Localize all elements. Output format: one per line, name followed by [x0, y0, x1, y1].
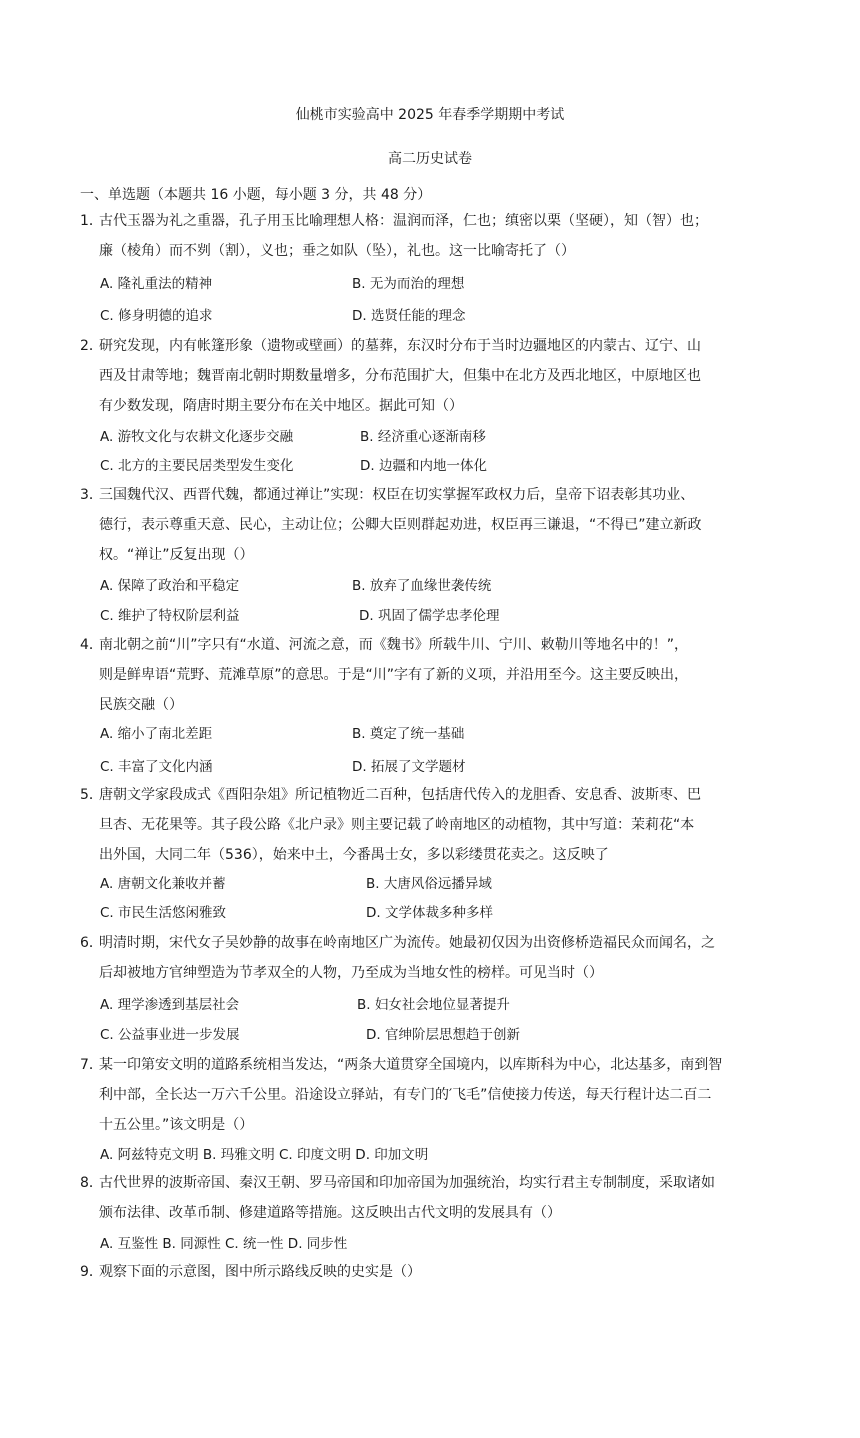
option-c[interactable]: C. 丰富了文化内涵 — [100, 759, 213, 775]
question-number: 1． — [80, 213, 103, 229]
question-number: 8． — [80, 1175, 103, 1191]
option-b[interactable]: B. 经济重心逐渐南移 — [360, 429, 486, 445]
stem-line: 德行，表示尊重天意、民心，主动让位；公卿大臣则群起劝进，权臣再三谦退，“不得已”建立新政 — [99, 517, 702, 533]
question-2 — [80, 331, 792, 421]
question-1 — [80, 206, 792, 266]
option-d[interactable]: D. 文学体裁多种多样 — [366, 905, 493, 921]
stem-line: 后却被地方官绅塑造为节孝双全的人物，乃至成为当地女性的榜样。可见当时（） — [99, 965, 603, 981]
stem-line: 明清时期，宋代女子吴妙静的故事在岭南地区广为流传。她最初仅因为出资修桥造福民众而闻名，之 — [99, 935, 715, 951]
exam-subtitle: 高二历史试卷 — [388, 151, 472, 167]
stem-line: 廉（棱角）而不刿（割），义也；垂之如队（坠），礼也。这一比喻寄托了（） — [99, 243, 575, 259]
question-6 — [80, 928, 792, 988]
option-c[interactable]: C. 维护了特权阶层利益 — [100, 608, 240, 624]
question-9 — [80, 1257, 792, 1287]
question-number: 7． — [80, 1057, 103, 1073]
option-d[interactable]: D. 拓展了文学题材 — [352, 759, 466, 775]
question-number: 9． — [80, 1264, 103, 1280]
question-stem — [99, 928, 792, 988]
question-stem — [99, 1168, 792, 1228]
stem-line: 利中部，全长达一万六千公里。沿途设立驿站，有专门的′飞毛”信使接力传送，每天行程计达二百二 — [99, 1087, 712, 1103]
stem-line: 有少数发现，隋唐时期主要分布在关中地区。据此可知（） — [99, 398, 463, 414]
stem-line: 旦杏、无花果等。其子段公路《北户录》则主要记载了岭南地区的动植物，其中写道：茉莉花“本 — [99, 817, 695, 833]
option-b[interactable]: B. 妇女社会地位显著提升 — [357, 997, 510, 1013]
question-number: 4． — [80, 637, 103, 653]
stem-line: 十五公里。”该文明是（） — [99, 1117, 254, 1133]
option-a[interactable]: A. 理学渗透到基层社会 — [100, 997, 240, 1013]
option-a[interactable]: A. 隆礼重法的精神 — [100, 276, 213, 292]
option-d[interactable]: D. 官绅阶层思想趋于创新 — [366, 1027, 520, 1043]
stem-line: 某一印第安文明的道路系统相当发达，“两条大道贯穿全国境内，以库斯科为中心，北达基多，南到智 — [99, 1057, 723, 1073]
option-b[interactable]: B. 大唐风俗远播异域 — [366, 876, 492, 892]
option-a[interactable]: A. 唐朝文化兼收并蓄 — [100, 876, 226, 892]
option-d[interactable]: D. 巩固了儒学忠孝伦理 — [359, 608, 500, 624]
options-8[interactable]: A. 互鉴性 B. 同源性 C. 统一性 D. 同步性 — [100, 1236, 348, 1252]
question-stem — [99, 206, 792, 266]
stem-line: 古代世界的波斯帝国、秦汉王朝、罗马帝国和印加帝国为加强统治，均实行君主专制制度，采取诸如 — [99, 1175, 715, 1191]
stem-line: 则是鲜卑语“荒野、荒滩草原”的意思。于是“川”字有了新的义项，并沿用至今。这主要反映出， — [99, 667, 689, 683]
stem-line: 颁布法律、改革币制、修建道路等措施。这反映出古代文明的发展具有（） — [99, 1205, 561, 1221]
question-stem — [99, 1257, 792, 1287]
section-heading: 一、单选题（本题共 16 小题，每小题 3 分，共 48 分） — [80, 187, 432, 203]
question-number: 5． — [80, 787, 103, 803]
question-4 — [80, 630, 792, 720]
question-stem — [99, 780, 792, 870]
option-c[interactable]: C. 公益事业进一步发展 — [100, 1027, 240, 1043]
question-number: 6． — [80, 935, 103, 951]
option-c[interactable]: C. 北方的主要民居类型发生变化 — [100, 458, 294, 474]
question-number: 3． — [80, 487, 103, 503]
question-stem — [99, 480, 792, 570]
stem-line: 观察下面的示意图，图中所示路线反映的史实是（） — [99, 1264, 421, 1280]
option-a[interactable]: A. 保障了政治和平稳定 — [100, 578, 240, 594]
stem-line: 民族交融（） — [99, 697, 183, 713]
option-d[interactable]: D. 选贤任能的理念 — [352, 308, 466, 324]
question-stem — [99, 630, 792, 720]
option-b[interactable]: B. 无为而治的理想 — [352, 276, 465, 292]
question-8 — [80, 1168, 792, 1228]
question-stem — [99, 1050, 792, 1140]
stem-line: 研究发现，内有帐篷形象（遗物或壁画）的墓葬，东汉时分布于当时边疆地区的内蒙古、辽宁、山 — [99, 338, 701, 354]
question-stem — [99, 331, 792, 421]
stem-line: 南北朝之前“川”字只有“水道、河流之意，而《魏书》所载牛川、宁川、敕勒川等地名中的！”， — [99, 637, 689, 653]
stem-line: 唐朝文学家段成式《酉阳杂俎》所记植物近二百种，包括唐代传入的龙胆香、安息香、波斯枣、巴 — [99, 787, 701, 803]
question-7 — [80, 1050, 792, 1140]
option-b[interactable]: B. 放弃了血缘世袭传统 — [352, 578, 492, 594]
stem-line: 西及甘肃等地；魏晋南北朝时期数量增多，分布范围扩大，但集中在北方及西北地区，中原地区也 — [99, 368, 701, 384]
option-a[interactable]: A. 游牧文化与农耕文化逐步交融 — [100, 429, 294, 445]
option-b[interactable]: B. 奠定了统一基础 — [352, 726, 465, 742]
stem-line: 权。“禅让”反复出现（） — [99, 547, 254, 563]
question-5 — [80, 780, 792, 870]
exam-title: 仙桃市实验高中 2025 年春季学期期中考试 — [295, 107, 565, 123]
option-d[interactable]: D. 边疆和内地一体化 — [360, 458, 487, 474]
stem-line: 古代玉器为礼之重器，孔子用玉比喻理想人格：温润而泽，仁也；缜密以栗（坚硬），知（智）也； — [99, 213, 708, 229]
stem-line: 出外国，大同二年（536），始来中土，今番禺士女，多以彩缕贯花卖之。这反映了 — [99, 847, 609, 863]
question-number: 2． — [80, 338, 103, 354]
option-c[interactable]: C. 市民生活悠闲雅致 — [100, 905, 227, 921]
option-c[interactable]: C. 修身明德的追求 — [100, 308, 213, 324]
question-3 — [80, 480, 792, 570]
options-7[interactable]: A. 阿兹特克文明 B. 玛雅文明 C. 印度文明 D. 印加文明 — [100, 1147, 429, 1163]
stem-line: 三国魏代汉、西晋代魏，都通过禅让”实现：权臣在切实掌握军政权力后，皇帝下诏表彰其功业、 — [99, 487, 695, 503]
option-a[interactable]: A. 缩小了南北差距 — [100, 726, 213, 742]
